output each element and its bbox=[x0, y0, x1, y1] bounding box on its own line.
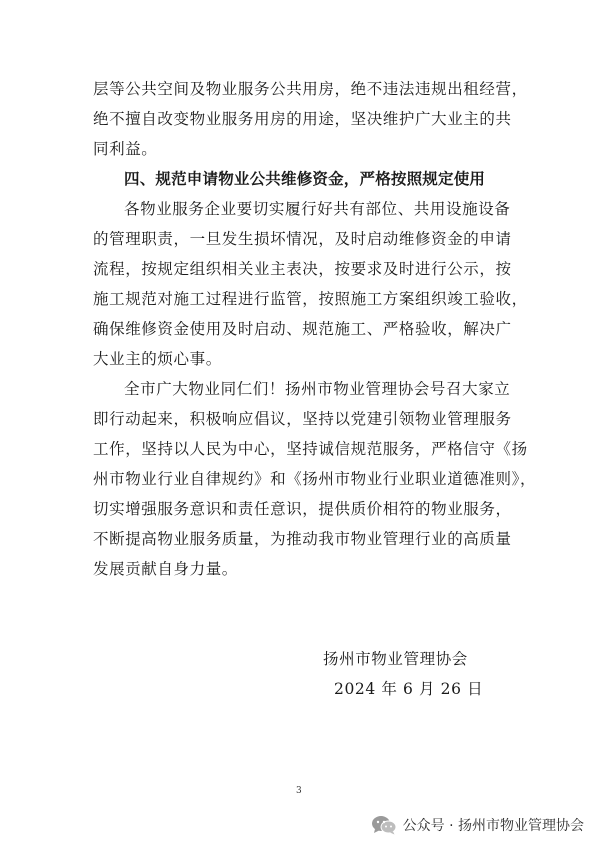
text-line: 即行动起来，积极响应倡议，坚持以党建引领物业管理服务 bbox=[93, 410, 512, 428]
section-heading: 四、规范申请物业公共维修资金，严格按照规定使用 bbox=[124, 170, 486, 188]
signature-date: 2024 年 6 月 26 日 bbox=[334, 680, 484, 698]
watermark-text: 公众号 · 扬州市物业管理协会 bbox=[402, 818, 584, 834]
text-line: 不断提高物业服务质量，为推动我市物业管理行业的高质量 bbox=[93, 530, 512, 548]
text-line: 州市物业行业自律规约》和《扬州市物业行业职业道德准则》， bbox=[93, 470, 537, 488]
page-number: 3 bbox=[296, 786, 302, 796]
wechat-watermark bbox=[371, 815, 584, 835]
wechat-icon bbox=[371, 815, 397, 835]
text-line: 发展贡献自身力量。 bbox=[93, 560, 238, 578]
text-line: 流程，按规定组织相关业主表决，按要求及时进行公示，按 bbox=[93, 260, 512, 278]
text-line: 同利益。 bbox=[93, 140, 158, 158]
text-line: 绝不擅自改变物业服务用房的用途，坚决维护广大业主的共 bbox=[93, 110, 512, 128]
text-line: 工作，坚持以人民为中心，坚持诚信规范服务，严格信守《扬 bbox=[93, 440, 528, 458]
text-line: 层等公共空间及物业服务公共用房，绝不违法违规出租经营， bbox=[93, 80, 528, 98]
text-line: 施工规范对施工过程进行监管，按照施工方案组织竣工验收， bbox=[93, 290, 528, 308]
text-line: 各物业服务企业要切实履行好共有部位、共用设施设备 bbox=[124, 200, 511, 218]
text-line: 的管理职责，一旦发生损坏情况，及时启动维修资金的申请 bbox=[93, 230, 512, 248]
text-line: 切实增强服务意识和责任意识，提供质价相符的物业服务， bbox=[93, 500, 512, 518]
text-line: 确保维修资金使用及时启动、规范施工、严格验收，解决广 bbox=[93, 320, 512, 338]
text-line: 全市广大物业同仁们！扬州市物业管理协会号召大家立 bbox=[124, 380, 511, 398]
signature-organization: 扬州市物业管理协会 bbox=[323, 650, 468, 668]
text-line: 大业主的烦心事。 bbox=[93, 350, 222, 368]
